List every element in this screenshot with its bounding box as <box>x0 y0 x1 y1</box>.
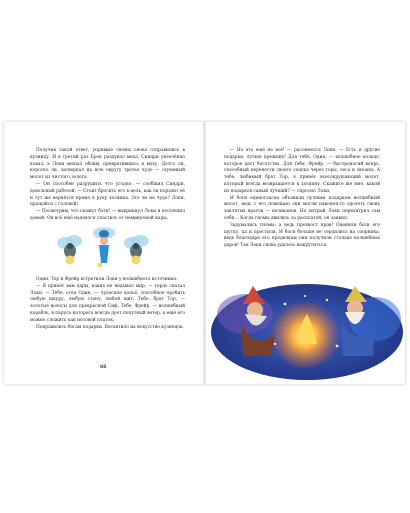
paragraph: — Я принёс вам дары, каких не видывал мир, — гордо сказал Локи. — Тебе, отец Один, — чудесное копьё, способное пробить любую шкуру, любую стену, любой щит. Тебе, брат Тор, — золотые волосы для прекрасной Сиф. Тебе, Фрейр, — волшебный корабль, в паруса которого всегда дует попутный ветер, а ещё его можно сложить как носовой платок. <box>30 283 185 323</box>
paragraph: Получив такой ответ, упрямые гномы снова отправились в кузницу. И в третий раз Брок раздувал меха, Синдри увлечённо ковал, а Локи мешал обоим, превратившись в муху. Долго ли, коротко ли, засверкал на всю округу третье чудо — огромный молот из чистого золота. <box>30 148 185 181</box>
left-page <box>4 122 204 384</box>
book-spread <box>4 122 405 384</box>
paragraph: — Он способен разрушить что угодно, — сообщил Синдри, довольный работой. — Стоит бросить его в цель, как он поразит её и тут же вернётся прямо в руку хозяина. Это ли не чудо? Локи, прощайся с головой! <box>30 181 185 208</box>
paragraph: Один, Тор и Фрейр встретили Локи у волшебного источника. <box>36 277 178 282</box>
firefly-right-icon <box>124 235 149 265</box>
right-page <box>205 122 405 384</box>
left-text-bottom <box>30 277 185 331</box>
paragraph: — Но это ещё не всё! — рассмеялся Локи. — Есть и другие подарки, лучше прежних! Для тебя, Один, — волшебное кольцо, которое даст богатство. Для тебя, Фрейр, — быстроногий вепрь, способный перенести своего седока через горы, леса и океаны. А тебе, любимый брат Тор, я принёс всесокрушающий молот, который всегда возвращается к хозяину. Скажите же мне, какой из подарков самый лучший? — спросил Локи. <box>224 148 380 194</box>
firefly-left-icon <box>57 235 82 265</box>
fireflies-illustration <box>44 225 164 269</box>
right-text <box>224 148 380 250</box>
paragraph: И боги единогласно объявили лучшим подарком волшебный молот, ведь с его помощью они могли наконец-то одолеть своих заклятых врагов — великанов. Но хитрый Локи перехитрил сам себя… Когда гномы явились за расплатой, он заявил: <box>224 195 380 221</box>
girl-figure-icon <box>93 227 115 268</box>
paragraph: Понравились богам подарки. Восхитило их искусство кузнецов. <box>36 324 184 330</box>
page-number: 66 <box>100 365 107 370</box>
paragraph: Задумались гномы: а ведь прохвост прав! Оценили боги его шутку, да и простили. И боги больше не сердились на озорника, ведь благодаря его проделкам они получили столько волшебных даров! Так Локи снова удалось выкрутиться. <box>224 222 380 249</box>
left-text-top <box>30 148 185 223</box>
paragraph: — Посмотрим, что скажут боги! — выкрикнул Локи и поспешил домой. Он всё ещё надеялся спастись от неминуемой кары. <box>30 209 185 221</box>
forge-illustration <box>205 274 405 384</box>
